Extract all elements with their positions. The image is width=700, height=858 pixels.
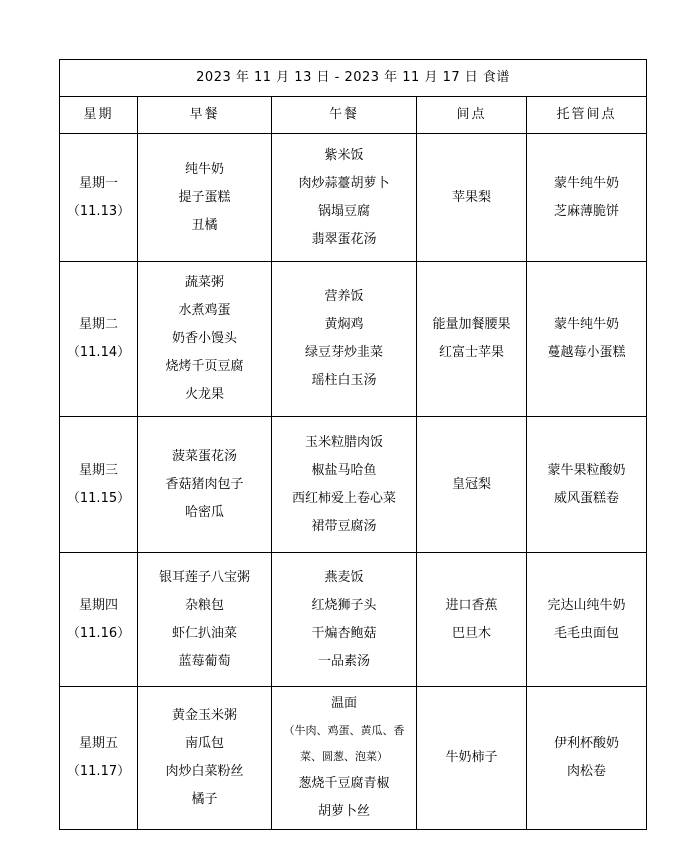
menu-item: 绿豆芽炒韭菜 [304, 345, 383, 360]
menu-item: 蒙牛纯牛奶 [554, 317, 620, 332]
menu-item: 南瓜包 [184, 736, 224, 751]
menu-item: 虾仁扒油菜 [171, 625, 237, 641]
menu-row [60, 417, 647, 553]
day-cell [60, 687, 138, 830]
menu-item: 一品素汤 [317, 653, 370, 669]
date-label: （11.16） [66, 625, 131, 641]
date-label: （11.14） [66, 345, 131, 360]
menu-item: 干煸杏鲍菇 [311, 625, 377, 641]
menu-item: 肉炒白菜粉丝 [165, 764, 244, 779]
menu-item: 牛奶柿子 [445, 750, 498, 765]
day-cell [60, 553, 138, 687]
menu-item: 毛毛虫面包 [554, 625, 620, 641]
afterschool-snack-cell [527, 134, 647, 262]
afterschool-snack-cell [527, 687, 647, 830]
menu-item: 蓝莓葡萄 [178, 653, 231, 669]
menu-item: 裙带豆腐汤 [311, 518, 377, 534]
menu-item: 燕麦饭 [324, 569, 364, 585]
menu-item: 进口香蕉 [445, 597, 498, 613]
menu-item: 椒盐马哈鱼 [311, 462, 377, 478]
menu-item: 瑶柱白玉汤 [311, 373, 377, 388]
menu-item: 哈密瓜 [184, 504, 224, 520]
weekday-label: 星期五 [78, 736, 118, 751]
weekday-label: 星期四 [78, 597, 118, 613]
menu-item: 营养饭 [324, 289, 364, 304]
menu-item: 翡翠蛋花汤 [311, 231, 377, 247]
menu-row [60, 687, 647, 830]
afterschool-snack-cell [527, 553, 647, 687]
menu-item: 红烧狮子头 [311, 597, 377, 613]
lunch-cell [272, 417, 417, 553]
breakfast-cell [138, 417, 272, 553]
breakfast-cell [138, 687, 272, 830]
menu-item: （牛肉、鸡蛋、黄瓜、香 [283, 724, 405, 737]
menu-item: 苹果梨 [451, 189, 491, 205]
date-label: （11.17） [66, 764, 131, 779]
menu-item: 蔬菜粥 [184, 275, 224, 290]
menu-item: 蔓越莓小蛋糕 [547, 345, 626, 360]
menu-item: 纯牛奶 [184, 161, 224, 177]
lunch-cell [272, 262, 417, 417]
header-row [60, 97, 647, 134]
menu-item: 温面 [330, 696, 357, 711]
date-label: （11.15） [66, 490, 131, 506]
lunch-cell [272, 687, 417, 830]
menu-item: 银耳莲子八宝粥 [158, 569, 250, 585]
menu-item: 橘子 [191, 792, 218, 807]
menu-item: 胡萝卜丝 [317, 804, 370, 819]
menu-item: 紫米饭 [324, 147, 364, 163]
menu-item: 玉米粒腊肉饭 [304, 434, 383, 450]
menu-item: 菜、圆葱、泡菜） [300, 750, 388, 763]
breakfast-cell [138, 262, 272, 417]
header-snack: 间点 [417, 97, 527, 134]
header-lunch: 午餐 [272, 97, 417, 134]
menu-item: 烧烤千页豆腐 [165, 359, 244, 374]
menu-item: 蒙牛纯牛奶 [554, 175, 620, 191]
menu-item: 提子蛋糕 [178, 189, 231, 205]
menu-item: 火龙果 [184, 387, 224, 402]
menu-item: 伊利杯酸奶 [554, 736, 620, 751]
breakfast-cell [138, 553, 272, 687]
header-afterschool-snack: 托管间点 [527, 97, 647, 134]
weekday-label: 星期三 [78, 462, 118, 478]
title-row [60, 60, 647, 97]
menu-item: 丑橘 [191, 217, 218, 233]
menu-item: 奶香小馒头 [171, 331, 237, 346]
menu-item: 黄焖鸡 [324, 317, 364, 332]
weekday-label: 星期二 [78, 317, 118, 332]
menu-title: 2023 年 11 月 13 日 - 2023 年 11 月 17 日 食谱 [60, 60, 647, 97]
menu-item: 威风蛋糕卷 [554, 490, 620, 506]
menu-item: 巴旦木 [451, 625, 491, 641]
afterschool-snack-cell [527, 262, 647, 417]
menu-item: 葱烧千豆腐青椒 [298, 776, 390, 791]
menu-item: 完达山纯牛奶 [547, 597, 626, 613]
weekday-label: 星期一 [78, 175, 118, 191]
lunch-cell [272, 553, 417, 687]
snack-cell [417, 553, 527, 687]
day-cell [60, 262, 138, 417]
menu-item: 皇冠梨 [451, 476, 491, 492]
menu-item: 黄金玉米粥 [171, 708, 237, 723]
menu-table [59, 59, 647, 830]
breakfast-cell [138, 134, 272, 262]
date-label: （11.13） [66, 203, 131, 219]
lunch-cell [272, 134, 417, 262]
menu-item: 杂粮包 [184, 597, 224, 613]
snack-cell [417, 417, 527, 553]
menu-row [60, 262, 647, 417]
snack-cell [417, 262, 527, 417]
menu-item: 蒙牛果粒酸奶 [547, 462, 626, 478]
menu-item: 肉炒蒜薹胡萝卜 [298, 175, 390, 191]
header-breakfast: 早餐 [138, 97, 272, 134]
menu-item: 菠菜蛋花汤 [171, 448, 237, 464]
menu-item: 西红柿爱上卷心菜 [291, 490, 396, 506]
menu-body [60, 134, 647, 830]
menu-item: 能量加餐腰果 [432, 317, 511, 332]
menu-item: 香菇猪肉包子 [165, 476, 244, 492]
day-cell [60, 134, 138, 262]
menu-item: 肉松卷 [567, 764, 607, 779]
menu-row [60, 553, 647, 687]
day-cell [60, 417, 138, 553]
menu-item: 锅塌豆腐 [317, 203, 370, 219]
header-day: 星期 [60, 97, 138, 134]
afterschool-snack-cell [527, 417, 647, 553]
snack-cell [417, 134, 527, 262]
menu-item: 芝麻薄脆饼 [554, 203, 620, 219]
snack-cell [417, 687, 527, 830]
menu-row [60, 134, 647, 262]
menu-item: 红富士苹果 [438, 345, 504, 360]
menu-item: 水煮鸡蛋 [178, 303, 231, 318]
